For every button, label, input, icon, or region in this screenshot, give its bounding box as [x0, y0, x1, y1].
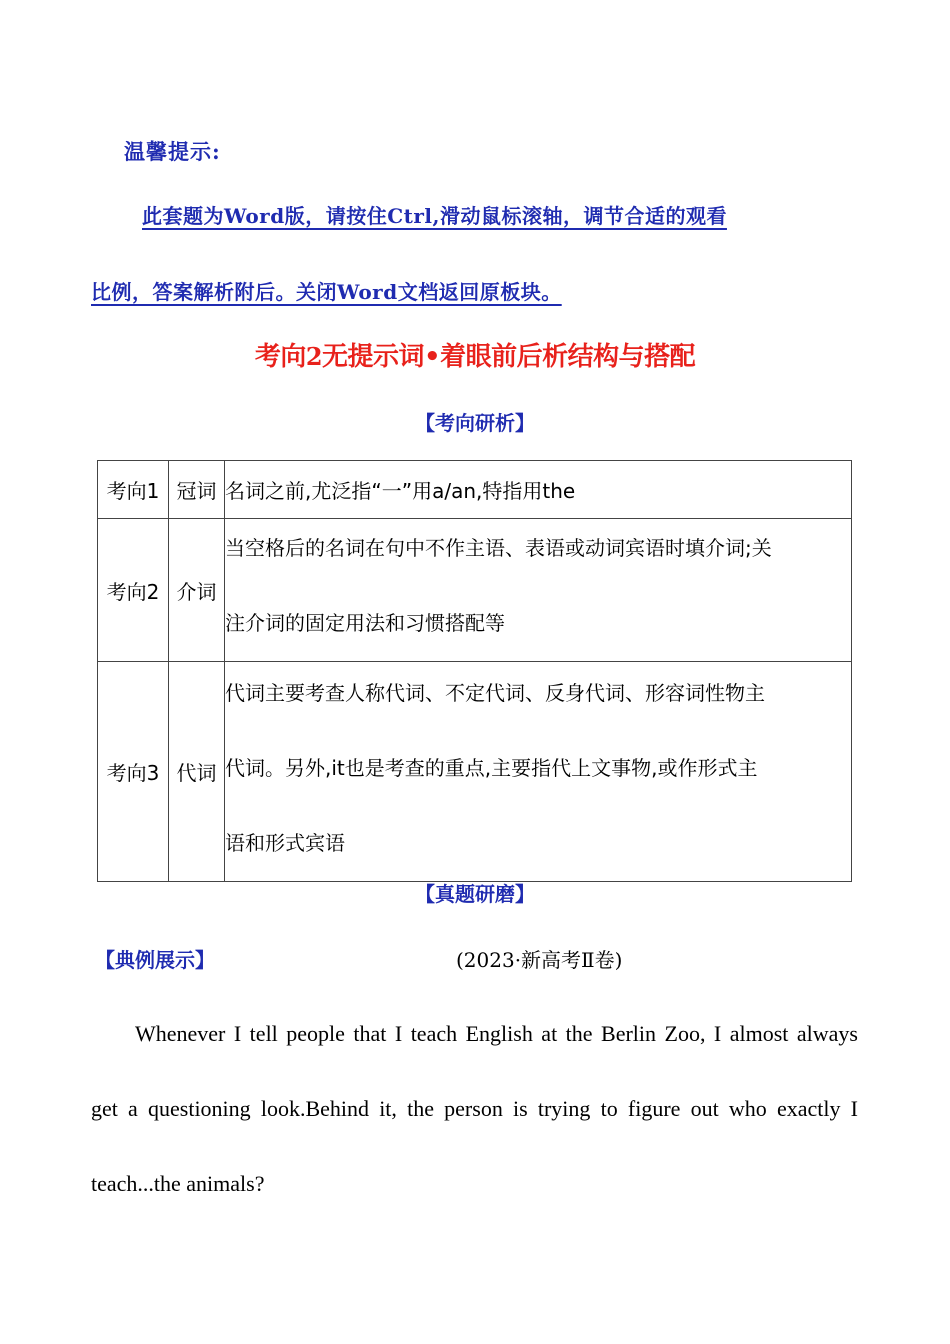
tip-link-line-1[interactable]: 此套题为Word版，请按住Ctrl,滑动鼠标滚轴，调节合适的观看 — [142, 204, 727, 228]
row-type: 介词 — [169, 519, 225, 662]
table-row — [98, 519, 852, 662]
passage — [91, 996, 858, 1221]
description-line: 名词之前,尤泛指“一”用a/an,特指用the — [225, 479, 576, 503]
description-line: 语和形式宾语 — [225, 831, 345, 855]
passage-line: get a questioning look.Behind it, the person is trying to figure out who exactly I — [91, 1096, 858, 1121]
description-line: 代词主要考查人称代词、不定代词、反身代词、形容词性物主 — [225, 681, 765, 705]
heading-prefix: 考向 — [254, 342, 306, 372]
description-line: 当空格后的名词在句中不作主语、表语或动词宾语时填介词;关 — [225, 536, 772, 560]
tip-title: 温馨提示: — [124, 139, 221, 164]
row-description — [225, 662, 852, 882]
row-description — [225, 519, 852, 662]
row-description — [225, 461, 852, 519]
description-line: 代词。另外,it也是考查的重点,主要指代上文事物,或作形式主 — [225, 756, 758, 780]
row-type: 代词 — [169, 662, 225, 882]
description-line: 注介词的固定用法和习惯搭配等 — [225, 611, 505, 635]
row-label: 考向2 — [98, 519, 169, 662]
table-row — [98, 662, 852, 882]
page-heading — [0, 336, 950, 373]
heading-suffix: 无提示词•着眼前后析结构与搭配 — [322, 342, 696, 372]
passage-line: Whenever I tell people that I teach English at the Berlin Zoo, I almost always — [135, 1021, 858, 1046]
row-label: 考向1 — [98, 461, 169, 519]
tip-link-line-2[interactable]: 比例，答案解析附后。关闭Word文档返回原板块。 — [91, 280, 562, 304]
section-title-analysis: 【考向研析】 — [415, 411, 535, 435]
example-source: (2023·新高考Ⅱ卷) — [456, 948, 623, 972]
row-type: 冠词 — [169, 461, 225, 519]
row-label: 考向3 — [98, 662, 169, 882]
heading-number: 2 — [305, 342, 323, 371]
passage-line: teach...the animals? — [91, 1171, 265, 1196]
example-label: 【典例展示】 — [95, 948, 215, 972]
topic-table — [97, 460, 852, 882]
section-title-exam: 【真题研磨】 — [415, 882, 535, 906]
table-row — [98, 461, 852, 519]
